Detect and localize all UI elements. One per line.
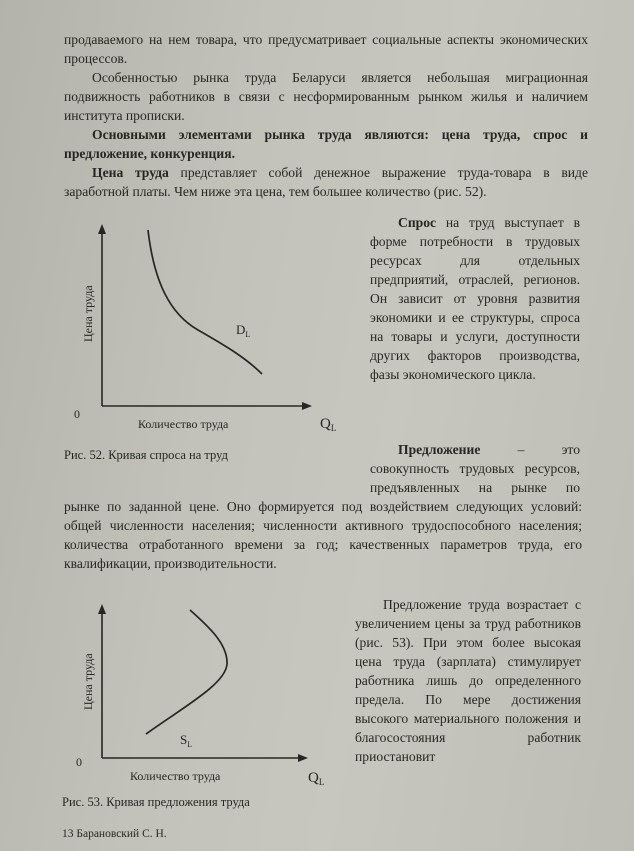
curve-label-dl: $D_L$: [236, 322, 251, 339]
demand-term: Спрос: [398, 215, 437, 230]
origin-label: 0: [76, 755, 82, 769]
x-axis-label: Количество труда: [130, 769, 221, 783]
paragraph-5: [370, 213, 580, 384]
paragraph-6-text: – это совокупность трудовых ресурсов, предъявленных на рынке по: [370, 442, 580, 495]
text-block-right-2: [370, 440, 580, 497]
supply-term: Предложение: [398, 442, 481, 457]
paragraph-6-continued: рынке по заданной цене. Оно формируется под воздействием следующих условий: общей численности населения; численности активного трудоспособного населения; количества отработанного времени за год; качественных параметров труда, его квалификации, производительности.: [64, 499, 582, 571]
y-axis-label: Цена труда: [81, 285, 95, 342]
paragraph-1: продаваемого на нем товара, что предусматривает социальные аспекты экономических процессов.: [64, 32, 588, 66]
paragraph-5-text: на труд выступает в форме потребности в трудовых ресурсах для отдельных предприятий, отраслей, регионов. Он зависит от уровня развития экономики и ее структуры, спроса на товары и услуги, доступности других факторов производства, фазы экономического цикла.: [370, 215, 580, 382]
x-axis-label: Количество труда: [138, 417, 229, 431]
paragraph-3: [64, 125, 588, 163]
paragraph-4: [64, 163, 588, 201]
figure-53-caption: Рис. 53. Кривая предложения труда: [62, 795, 250, 809]
figure-52-demand-curve: [62, 222, 352, 440]
paragraph-6-start: [370, 440, 580, 497]
text-block-right-3: [355, 595, 581, 766]
demand-curve: [148, 230, 262, 374]
q-axis-label: $Q_L$: [308, 770, 325, 787]
price-term: Цена труда: [92, 165, 169, 180]
paragraph-3-bold: Основными элементами рынка труда являются: цена труда, спрос и предложение, конкуренция.: [64, 127, 588, 161]
figure-53-supply-curve: [62, 598, 352, 790]
origin-label: 0: [74, 407, 80, 421]
x-axis-arrow: [298, 754, 308, 762]
figure-52-caption: Рис. 52. Кривая спроса на труд: [64, 448, 228, 462]
text-block-top: [64, 30, 588, 201]
paragraph-4-text: представляет собой денежное выражение труда-товара в виде заработной платы. Чем ниже эта цена, тем большее количество (рис. 52).: [64, 165, 588, 199]
text-block-middle: [64, 497, 582, 587]
q-axis-label: $Q_L$: [320, 416, 337, 433]
page-footer: 13 Барановский С. Н.: [62, 828, 167, 840]
text-block-right-1: [370, 213, 580, 384]
y-axis-arrow: [98, 224, 106, 234]
supply-curve: [146, 610, 227, 734]
paragraph-7: Предложение труда возрастает с увеличением цены за труд работников (рис. 53). При этом более высокая цена труда (зарплата) стимулирует работника лишь до определенного предела. По мере достижения высокого материального положения и благосостояния работник приостановит: [355, 597, 581, 764]
paragraph-2: Особенностью рынка труда Беларуси является небольшая миграционная подвижность работников в связи с несформированным рынком жилья и наличием института прописки.: [64, 70, 588, 123]
curve-label-sl: $S_L$: [180, 732, 193, 749]
y-axis-arrow: [98, 604, 106, 614]
x-axis-arrow: [302, 402, 312, 410]
y-axis-label: Цена труда: [81, 653, 95, 710]
